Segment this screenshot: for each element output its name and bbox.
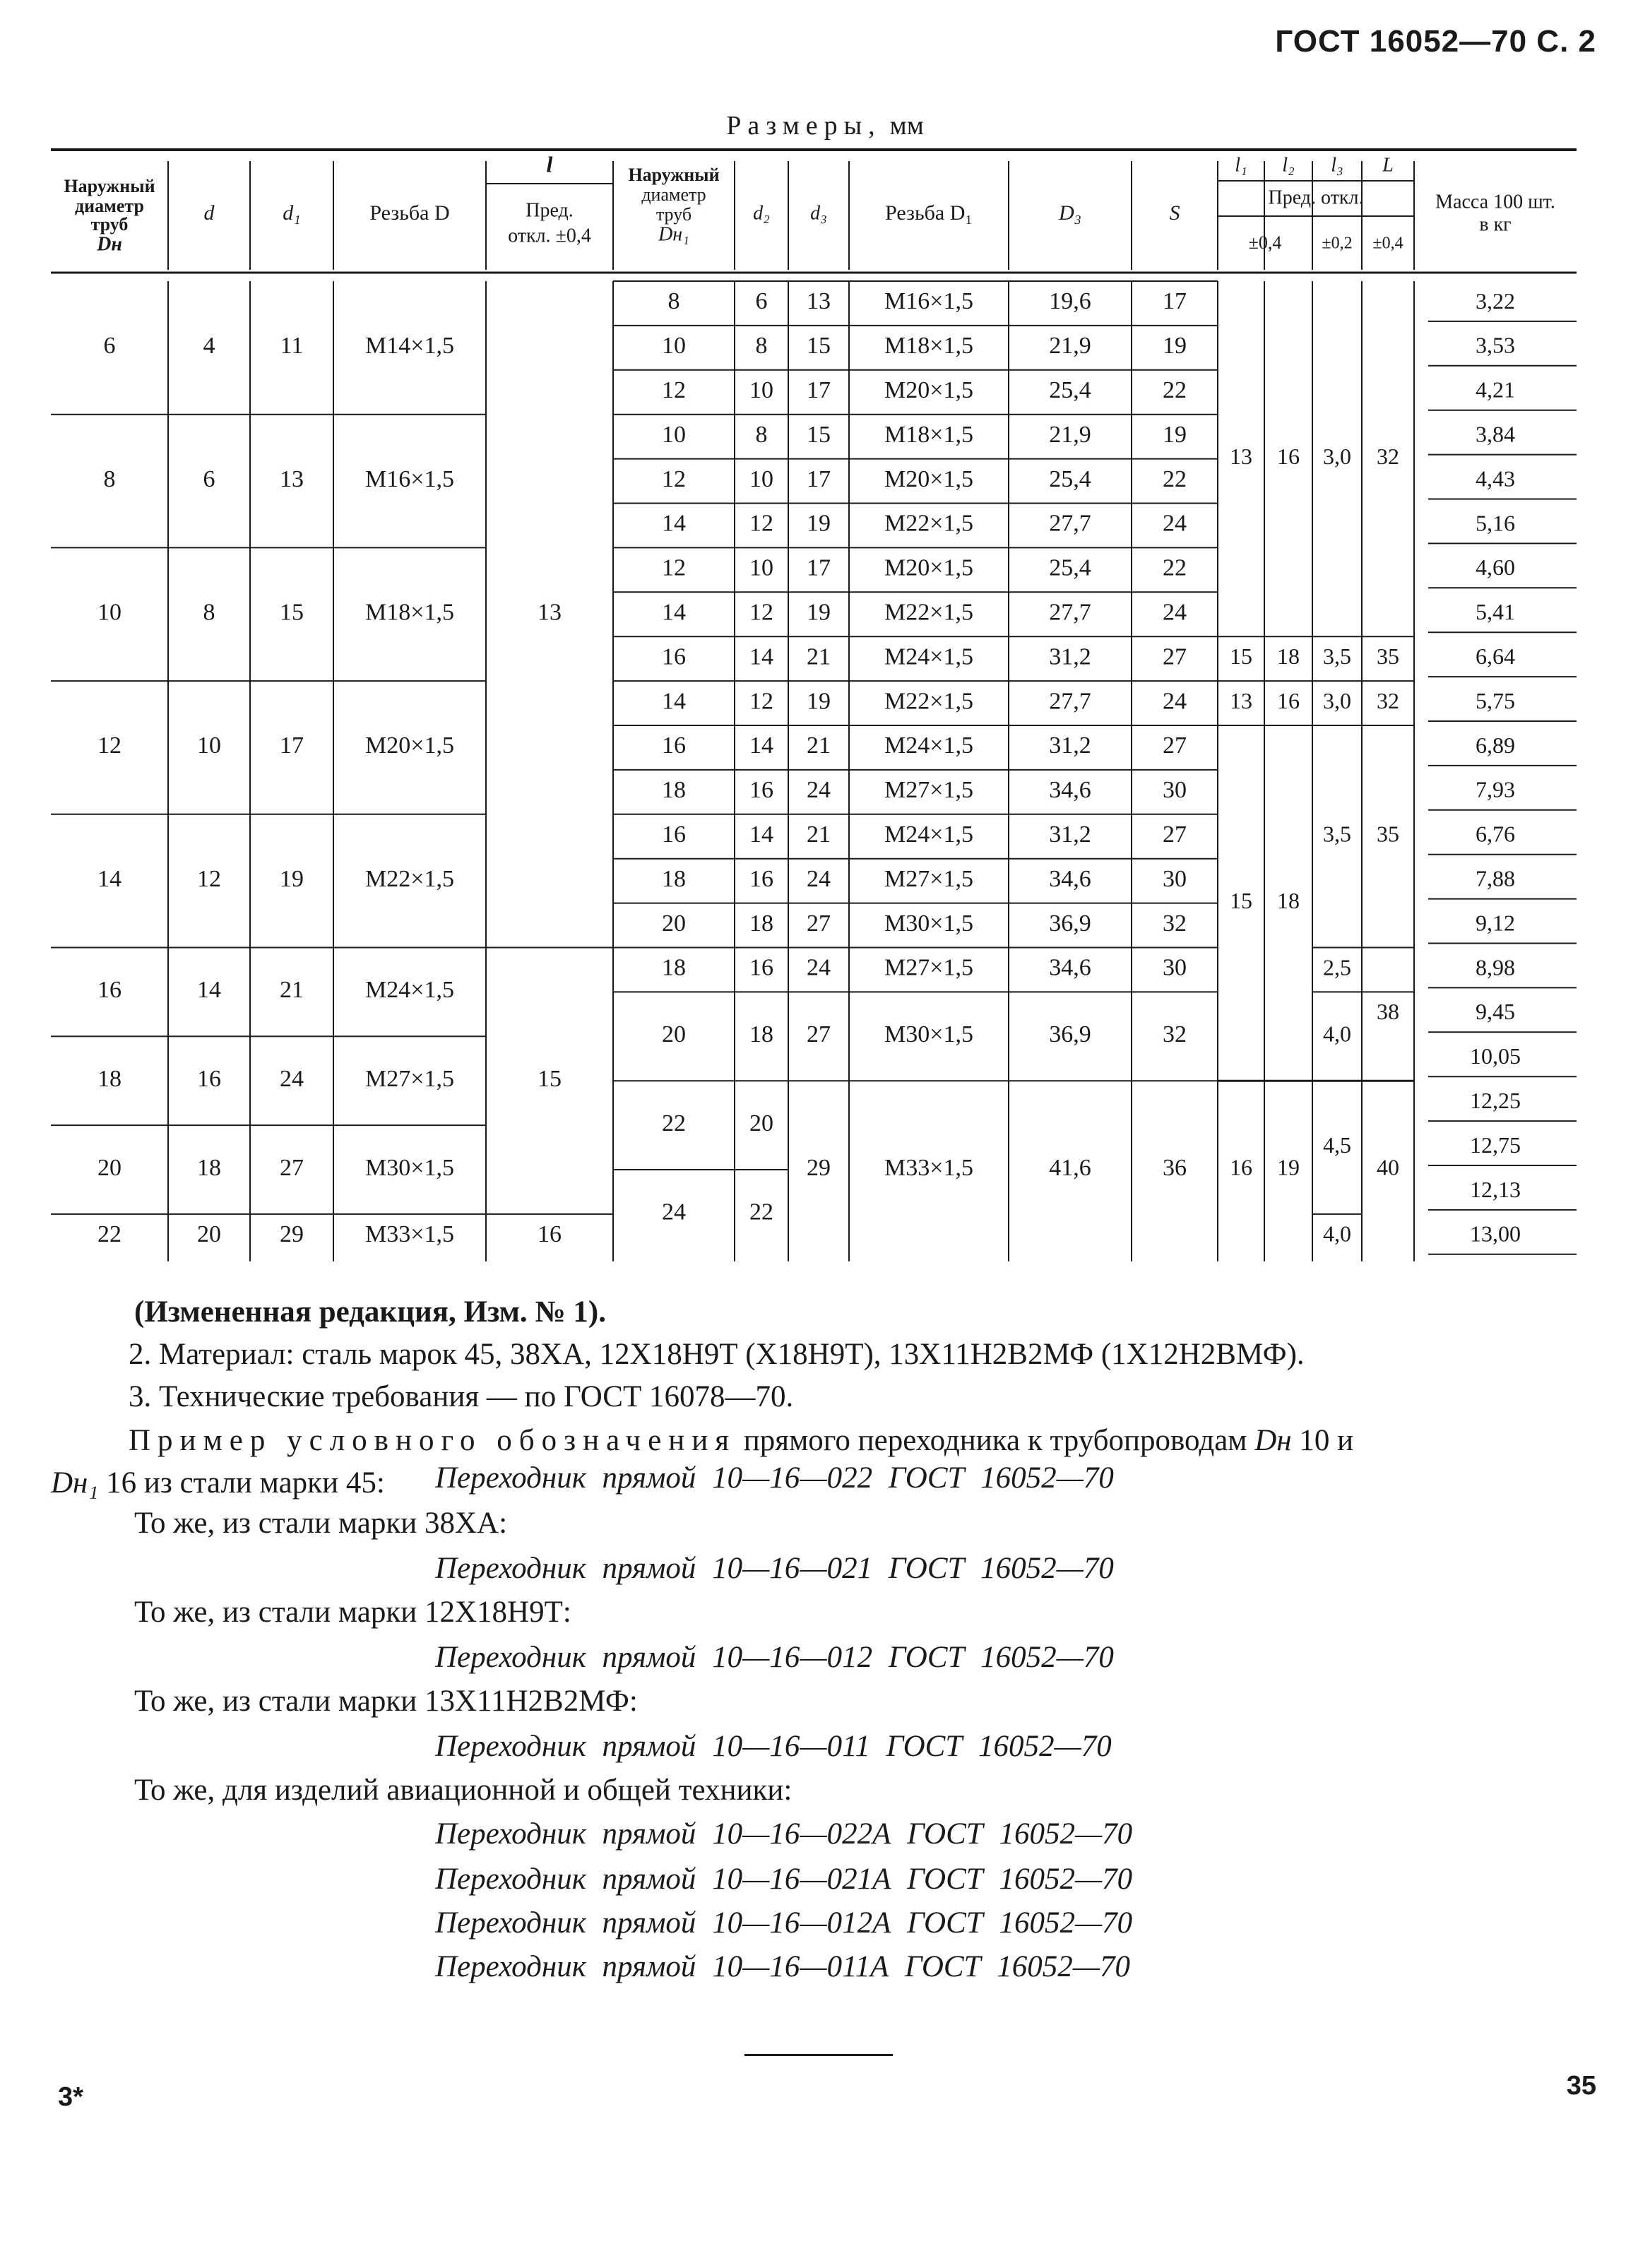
- cell-dn1: 14: [662, 510, 686, 537]
- cell-S: 19: [1163, 333, 1187, 360]
- cell-S: 30: [1163, 865, 1187, 892]
- cell-dn1: 10: [662, 333, 686, 360]
- cell-S: 27: [1163, 643, 1187, 670]
- designation-caption: То же, из стали марки 38ХА:: [134, 1507, 508, 1540]
- header-L: L: [1382, 154, 1394, 177]
- cell-thread-d: M18×1,5: [365, 599, 454, 626]
- cell-l3: 3,5: [1323, 821, 1351, 847]
- cell-d3: 15: [807, 333, 831, 360]
- cell-d: 20: [197, 1221, 221, 1248]
- cell-mass: 13,00: [1470, 1221, 1521, 1247]
- cell-l3: 4,5: [1323, 1132, 1351, 1158]
- cell-mass: 3,22: [1476, 287, 1515, 314]
- cell-D3: 41,6: [1049, 1154, 1091, 1181]
- cell-l3: 3,0: [1323, 443, 1351, 469]
- cell-d1: 21: [280, 977, 304, 1004]
- cell-D3: 21,9: [1049, 421, 1091, 448]
- cell-d3: 19: [807, 510, 831, 537]
- designation-example: Переходник прямой 10—16—012А ГОСТ 16052—70: [435, 1906, 1133, 1940]
- cell-thread-d1: M18×1,5: [884, 421, 973, 448]
- cell-thread-d1: M20×1,5: [884, 377, 973, 404]
- header-l2: l₂: [1282, 154, 1295, 177]
- cell-D3: 31,2: [1049, 732, 1091, 759]
- cell-thread-d1: M22×1,5: [884, 599, 973, 626]
- cell-mass: 12,75: [1470, 1132, 1521, 1158]
- header-l3: l₃: [1331, 154, 1343, 177]
- cell-mass: 5,16: [1476, 510, 1515, 536]
- material-note: 2. Материал: сталь марок 45, 38ХА, 12Х18Н9Т (Х18Н9Т), 13Х11Н2В2МФ (1Х12Н2ВМФ).: [129, 1338, 1305, 1371]
- cell-d1: 27: [280, 1154, 304, 1181]
- header-d: d: [203, 201, 215, 225]
- cell-d3: 29: [807, 1154, 831, 1181]
- header-D3: D₃: [1058, 201, 1082, 225]
- cell-dn1: 16: [662, 732, 686, 759]
- cell-d3: 21: [807, 732, 831, 759]
- cell-mass: 6,89: [1476, 732, 1515, 758]
- cell-d: 10: [197, 732, 221, 759]
- cell-l1: 13: [1230, 443, 1252, 469]
- cell-d2: 8: [755, 421, 768, 448]
- cell-dn1: 20: [662, 1021, 686, 1048]
- cell-S: 17: [1163, 288, 1187, 315]
- cell-thread-d1: M16×1,5: [884, 288, 973, 315]
- cell-d1: 15: [280, 599, 304, 626]
- cell-d2: 8: [755, 333, 768, 360]
- cell-mass: 9,12: [1476, 910, 1515, 936]
- cell-thread-d1: M30×1,5: [884, 910, 973, 937]
- cell-d3: 19: [807, 599, 831, 626]
- cell-D3: 36,9: [1049, 910, 1091, 937]
- cell-D3: 34,6: [1049, 865, 1091, 892]
- cell-l1: 15: [1230, 887, 1252, 913]
- cell-D3: 27,7: [1049, 688, 1091, 715]
- header-dn1: диаметр: [641, 184, 706, 205]
- units-caption-text: Размеры,: [726, 111, 882, 141]
- cell-dn: 8: [103, 465, 116, 492]
- cell-dn: 12: [97, 732, 121, 759]
- cell-mass: 7,93: [1476, 776, 1515, 802]
- cell-dn1: 12: [662, 465, 686, 492]
- cell-thread-d1: M22×1,5: [884, 510, 973, 537]
- cell-thread-d1: M30×1,5: [884, 1021, 973, 1048]
- cell-S: 30: [1163, 777, 1187, 804]
- cell-dn: 14: [97, 865, 121, 892]
- cell-d: 8: [203, 599, 215, 626]
- designation-example: Переходник прямой 10—16—011А ГОСТ 16052—70: [435, 1950, 1130, 1983]
- cell-mass: 6,76: [1476, 821, 1515, 847]
- cell-thread-d1: M27×1,5: [884, 954, 973, 981]
- cell-S: 24: [1163, 599, 1187, 626]
- cell-mass: 5,41: [1476, 599, 1515, 625]
- cell-mass: 4,43: [1476, 465, 1515, 492]
- cell-dn1: 10: [662, 421, 686, 448]
- cell-d2: 12: [749, 510, 773, 537]
- example-dn1: Dн₁: [51, 1466, 99, 1500]
- cell-dn1: 20: [662, 910, 686, 937]
- cell-D3: 25,4: [1049, 377, 1091, 404]
- cell-d2: 10: [749, 377, 773, 404]
- header-dn1: труб: [655, 203, 692, 225]
- header-tol-l12: ±0,4: [1248, 232, 1282, 253]
- cell-l3: 4,0: [1323, 1021, 1351, 1047]
- units-mm: мм: [889, 111, 924, 141]
- header-tol-group: Пред. откл.: [1268, 186, 1364, 209]
- cell-d2: 20: [749, 1110, 773, 1136]
- cell-d2: 22: [749, 1199, 773, 1225]
- cell-dn: 22: [97, 1221, 121, 1248]
- header-tol-l3: ±0,2: [1322, 234, 1353, 253]
- cell-dn1: 8: [667, 288, 680, 315]
- header-mass: в кг: [1479, 213, 1512, 236]
- designation-caption: То же, из стали марки 13Х11Н2В2МФ:: [134, 1685, 638, 1718]
- cell-mass: 9,45: [1476, 999, 1515, 1025]
- cell-D3: 34,6: [1049, 954, 1091, 981]
- cell-d3: 27: [807, 1021, 831, 1048]
- cell-L: 32: [1377, 687, 1399, 713]
- cell-thread-d1: M24×1,5: [884, 643, 973, 670]
- designation-example: Переходник прямой 10—16—012 ГОСТ 16052—70: [435, 1641, 1114, 1674]
- header-l-tol: откл. ±0,4: [508, 225, 591, 247]
- cell-l1: 15: [1230, 643, 1252, 669]
- cell-d3: 17: [807, 465, 831, 492]
- cell-mass: 7,88: [1476, 865, 1515, 891]
- cell-d3: 24: [807, 777, 831, 804]
- cell-mass: 6,64: [1476, 643, 1515, 669]
- cell-L: 40: [1377, 1154, 1399, 1180]
- cell-d1: 19: [280, 865, 304, 892]
- header-d1: d₁: [283, 201, 301, 225]
- cell-thread-d: M20×1,5: [365, 732, 454, 759]
- cell-S: 32: [1163, 910, 1187, 937]
- cell-dn: 10: [97, 599, 121, 626]
- example-dn: Dн: [1254, 1424, 1292, 1457]
- cell-D3: 34,6: [1049, 777, 1091, 804]
- cell-D3: 27,7: [1049, 599, 1091, 626]
- cell-mass: 3,84: [1476, 421, 1515, 447]
- cell-d2: 12: [749, 599, 773, 626]
- cell-d1: 17: [280, 732, 304, 759]
- cell-dn: 16: [97, 977, 121, 1004]
- cell-dn1: 12: [662, 554, 686, 581]
- cell-d2: 10: [749, 554, 773, 581]
- cell-d3: 15: [807, 421, 831, 448]
- example-rest: прямого переходника к трубопроводам: [743, 1424, 1247, 1457]
- footer-rule: [744, 2054, 893, 2056]
- cell-S: 27: [1163, 821, 1187, 848]
- cell-d1: 29: [280, 1221, 304, 1248]
- cell-S: 22: [1163, 377, 1187, 404]
- cell-d2: 18: [749, 1021, 773, 1048]
- cell-d2: 14: [749, 821, 773, 848]
- cell-S: 19: [1163, 421, 1187, 448]
- header-l: l: [546, 151, 553, 177]
- cell-d3: 21: [807, 821, 831, 848]
- cell-d2: 14: [749, 732, 773, 759]
- cell-d: 16: [197, 1065, 221, 1092]
- header-dn1-symbol: Dн₁: [658, 223, 689, 246]
- cell-thread-d: M30×1,5: [365, 1154, 454, 1181]
- cell-thread-d: M33×1,5: [365, 1221, 454, 1248]
- cell-d3: 13: [807, 288, 831, 315]
- cell-L: 35: [1377, 821, 1399, 847]
- page-mark-left: 3*: [58, 2082, 83, 2112]
- cell-D3: 36,9: [1049, 1021, 1091, 1048]
- cell-d2: 6: [755, 288, 768, 315]
- cell-mass: 5,75: [1476, 687, 1515, 713]
- cell-d1: 11: [280, 333, 304, 360]
- designation-example: Переходник прямой 10—16—011 ГОСТ 16052—70: [435, 1730, 1112, 1763]
- example-spaced: Пример условного обозначения: [129, 1424, 737, 1457]
- cell-S: 22: [1163, 554, 1187, 581]
- header-mass: Масса 100 шт.: [1435, 191, 1555, 213]
- changed-note: (Измененная редакция, Изм. № 1).: [134, 1295, 606, 1329]
- cell-dn: 18: [97, 1065, 121, 1092]
- cell-l1: 16: [1230, 1154, 1252, 1180]
- cell-thread-d1: M20×1,5: [884, 465, 973, 492]
- cell-dn: 6: [103, 333, 116, 360]
- designation-example: Переходник прямой 10—16—022 ГОСТ 16052—70: [435, 1461, 1114, 1495]
- cell-S: 36: [1163, 1154, 1187, 1181]
- cell-D3: 31,2: [1049, 821, 1091, 848]
- header-dn: диаметр: [75, 195, 144, 216]
- cell-d3: 24: [807, 865, 831, 892]
- example-heading: [129, 1420, 1650, 1462]
- example-10: 10 и: [1299, 1424, 1354, 1457]
- header-l1: l₁: [1235, 154, 1247, 177]
- cell-S: 30: [1163, 954, 1187, 981]
- header-thread-d: Резьба D: [369, 201, 450, 225]
- cell-D3: 31,2: [1049, 643, 1091, 670]
- cell-d3: 19: [807, 688, 831, 715]
- cell-dn: 20: [97, 1154, 121, 1181]
- cell-thread-d: M14×1,5: [365, 333, 454, 360]
- designation-caption: То же, из стали марки 12Х18Н9Т:: [134, 1596, 571, 1629]
- cell-thread-d1: M18×1,5: [884, 333, 973, 360]
- cell-mass: 4,60: [1476, 554, 1515, 581]
- cell-l3: 3,5: [1323, 643, 1351, 669]
- cell-mass: 12,13: [1470, 1176, 1521, 1202]
- cell-d2: 12: [749, 688, 773, 715]
- cell-dn1: 14: [662, 599, 686, 626]
- cell-dn1: 22: [662, 1110, 686, 1136]
- cell-l1: 13: [1230, 687, 1252, 713]
- units-caption: [0, 110, 1650, 141]
- cell-l: 15: [538, 1065, 562, 1092]
- cell-l2: 18: [1277, 643, 1300, 669]
- cell-l3: 3,0: [1323, 687, 1351, 713]
- header-d2: d₂: [753, 202, 770, 225]
- cell-thread-d1: M22×1,5: [884, 688, 973, 715]
- designation-caption: То же, для изделий авиационной и общей техники:: [134, 1774, 793, 1807]
- cell-d2: 18: [749, 910, 773, 937]
- cell-l2: 16: [1277, 443, 1300, 469]
- example-line2: 16 из стали марки 45:: [106, 1466, 385, 1500]
- cell-d3: 24: [807, 954, 831, 981]
- cell-l: 13: [538, 599, 562, 626]
- cell-S: 32: [1163, 1021, 1187, 1048]
- cell-S: 22: [1163, 465, 1187, 492]
- cell-D3: 25,4: [1049, 465, 1091, 492]
- cell-d1: 24: [280, 1065, 304, 1092]
- cell-thread-d1: M33×1,5: [884, 1154, 973, 1181]
- cell-dn1: 12: [662, 377, 686, 404]
- cell-L: 35: [1377, 643, 1399, 669]
- cell-thread-d1: M24×1,5: [884, 821, 973, 848]
- cell-mass: 3,53: [1476, 332, 1515, 358]
- designation-example: Переходник прямой 10—16—021А ГОСТ 16052—70: [435, 1863, 1133, 1896]
- dimensions-table: [51, 141, 1591, 1271]
- cell-l: 16: [538, 1221, 562, 1248]
- designation-example: Переходник прямой 10—16—021 ГОСТ 16052—70: [435, 1552, 1114, 1585]
- cell-d2: 16: [749, 954, 773, 981]
- tech-requirements-note: 3. Технические требования — по ГОСТ 16078—70.: [129, 1380, 794, 1413]
- header-thread-d1: Резьба D₁: [885, 201, 973, 225]
- cell-dn1: 24: [662, 1199, 686, 1225]
- cell-thread-d: M27×1,5: [365, 1065, 454, 1092]
- header-dn-symbol: Dн: [97, 233, 122, 256]
- cell-d2: 16: [749, 865, 773, 892]
- header-dn1: Наружный: [628, 164, 720, 185]
- cell-l2: 16: [1277, 687, 1300, 713]
- cell-thread-d1: M27×1,5: [884, 777, 973, 804]
- cell-D3: 21,9: [1049, 333, 1091, 360]
- cell-d: 14: [197, 977, 221, 1004]
- page-header: ГОСТ 16052—70 С. 2: [1275, 24, 1596, 59]
- header-l-tol: Пред.: [526, 199, 574, 222]
- cell-dn1: 18: [662, 865, 686, 892]
- designation-example: Переходник прямой 10—16—022А ГОСТ 16052—70: [435, 1817, 1133, 1851]
- header-tol-L: ±0,4: [1372, 234, 1403, 253]
- cell-d: 6: [203, 465, 215, 492]
- cell-dn1: 18: [662, 954, 686, 981]
- cell-L: 38: [1377, 999, 1399, 1025]
- cell-d1: 13: [280, 465, 304, 492]
- cell-l2: 19: [1277, 1154, 1300, 1180]
- cell-D3: 27,7: [1049, 510, 1091, 537]
- cell-S: 27: [1163, 732, 1187, 759]
- cell-mass: 4,21: [1476, 376, 1515, 403]
- cell-d: 4: [203, 333, 215, 360]
- cell-thread-d: M24×1,5: [365, 977, 454, 1004]
- cell-d: 18: [197, 1154, 221, 1181]
- cell-mass: 8,98: [1476, 954, 1515, 980]
- cell-S: 24: [1163, 510, 1187, 537]
- cell-D3: 19,6: [1049, 288, 1091, 315]
- cell-thread-d1: M27×1,5: [884, 865, 973, 892]
- cell-d2: 16: [749, 777, 773, 804]
- cell-thread-d1: M24×1,5: [884, 732, 973, 759]
- cell-d2: 10: [749, 465, 773, 492]
- header-S: S: [1169, 201, 1180, 225]
- cell-dn1: 14: [662, 688, 686, 715]
- cell-thread-d: M16×1,5: [365, 465, 454, 492]
- cell-d3: 17: [807, 554, 831, 581]
- page-number: 35: [1566, 2071, 1596, 2101]
- cell-d3: 17: [807, 377, 831, 404]
- cell-thread-d1: M20×1,5: [884, 554, 973, 581]
- cell-d3: 21: [807, 643, 831, 670]
- cell-dn1: 16: [662, 643, 686, 670]
- cell-d: 12: [197, 865, 221, 892]
- cell-l3: 4,0: [1323, 1221, 1351, 1247]
- cell-S: 24: [1163, 688, 1187, 715]
- cell-l2: 18: [1277, 887, 1300, 913]
- cell-d3: 27: [807, 910, 831, 937]
- cell-mass: 12,25: [1470, 1087, 1521, 1113]
- cell-L: 32: [1377, 443, 1399, 469]
- header-dn: Наружный: [64, 175, 155, 196]
- cell-dn1: 16: [662, 821, 686, 848]
- header-dn: труб: [90, 213, 129, 234]
- cell-mass: 10,05: [1470, 1043, 1521, 1069]
- header-d3: d₃: [810, 202, 827, 225]
- cell-thread-d: M22×1,5: [365, 865, 454, 892]
- cell-l3: 2,5: [1323, 954, 1351, 980]
- cell-dn1: 18: [662, 777, 686, 804]
- cell-d2: 14: [749, 643, 773, 670]
- cell-D3: 25,4: [1049, 554, 1091, 581]
